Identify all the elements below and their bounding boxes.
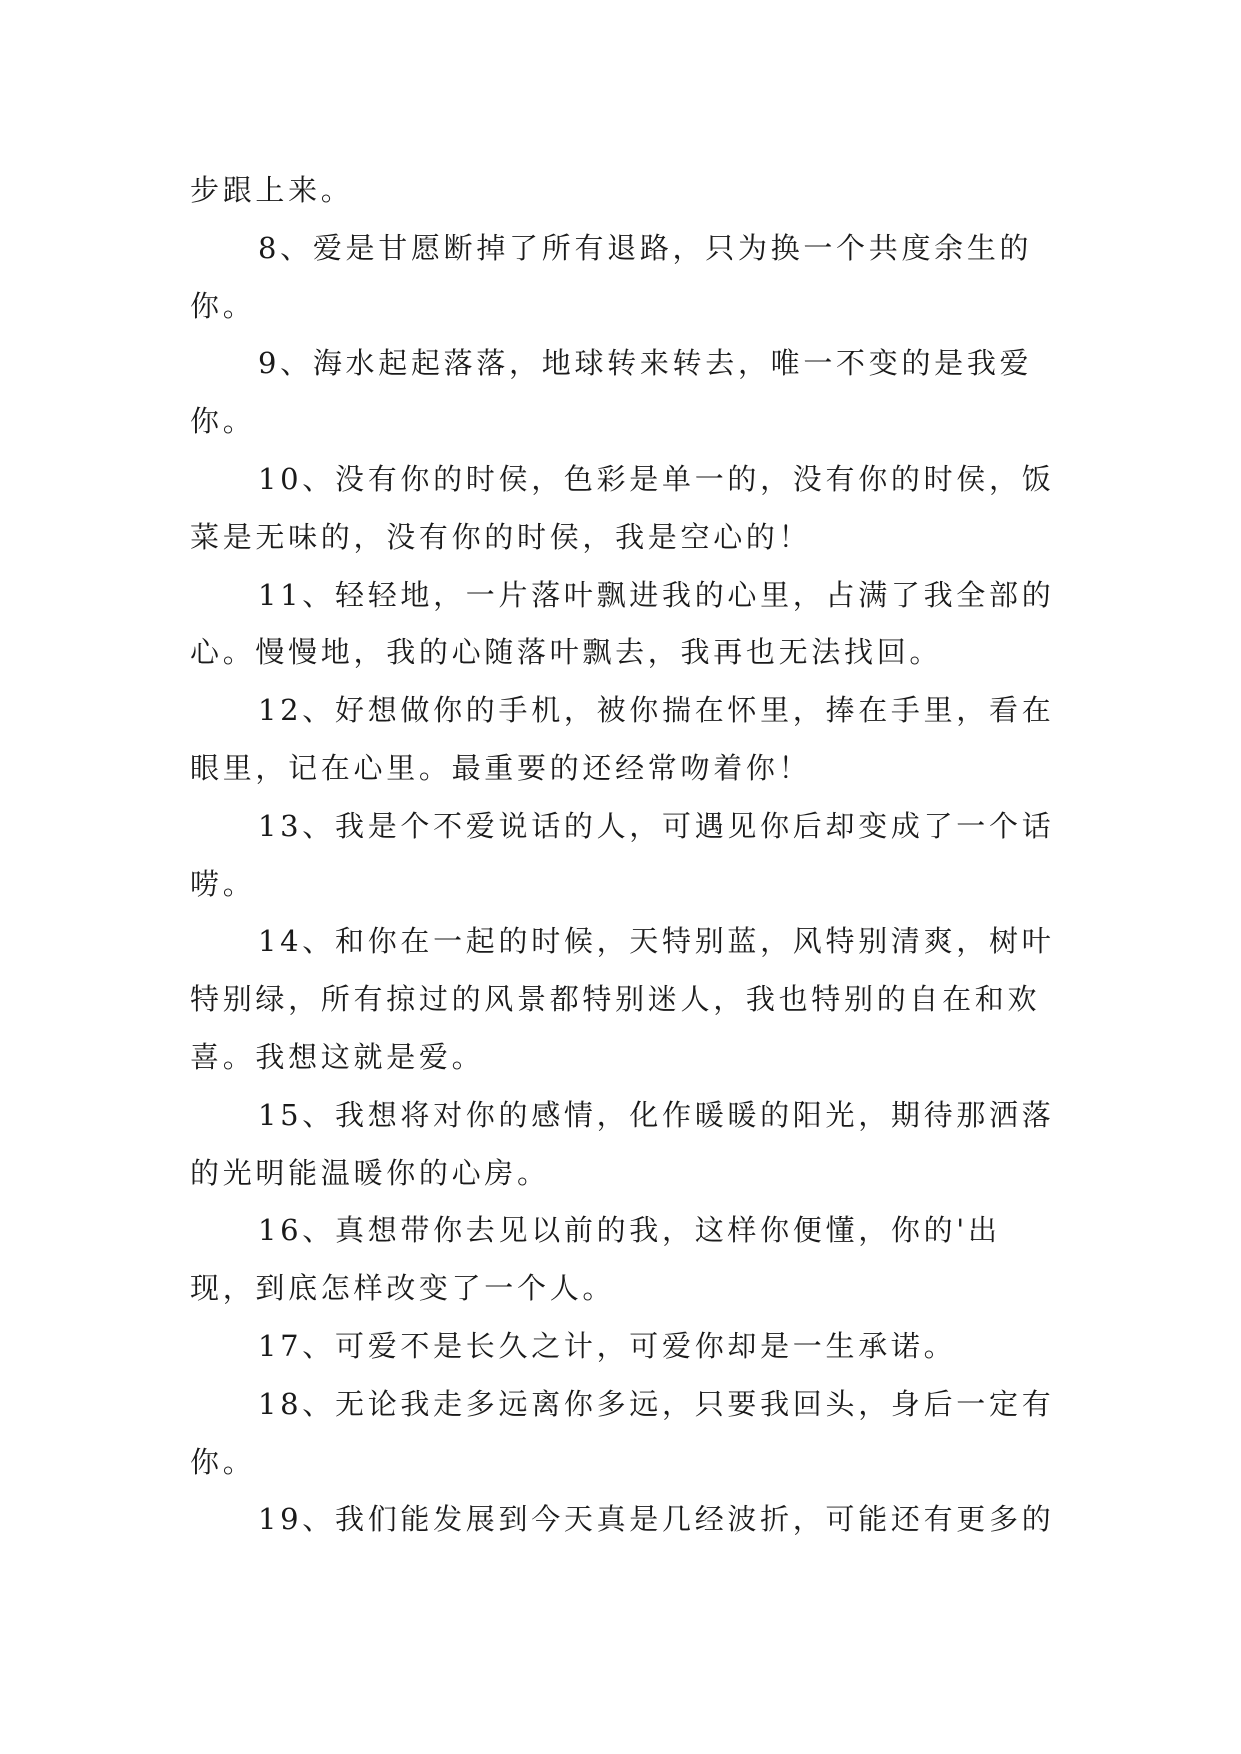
paragraph-continuation: 步跟上来。	[190, 173, 354, 207]
paragraph-item-17: 17、可爱不是长久之计，可爱你却是一生承诺。	[258, 1328, 957, 1363]
paragraph-item-10: 10、没有你的时侯，色彩是单一的，没有你的时侯，饭菜是无味的，没有你的时侯，我是空心的！	[190, 461, 1055, 554]
document-body	[190, 162, 1062, 1549]
paragraph-item-13: 13、我是个不爱说话的人，可遇见你后却变成了一个话唠。	[190, 808, 1055, 901]
paragraph-item-12: 12、好想做你的手机，被你揣在怀里，捧在手里，看在眼里，记在心里。最重要的还经常吻着你！	[190, 693, 1055, 785]
paragraph-item-8: 8、爱是甘愿断掉了所有退路，只为换一个共度余生的你。	[190, 230, 1033, 323]
paragraph-item-16: 16、真想带你去见以前的我，这样你便懂，你的'出现，到底怎样改变了一个人。	[190, 1213, 1001, 1306]
paragraph-item-15: 15、我想将对你的感情，化作暖暖的阳光，期待那洒落的光明能温暖你的心房。	[190, 1097, 1055, 1190]
paragraph-item-9: 9、海水起起落落，地球转来转去，唯一不变的是我爱你。	[190, 346, 1033, 439]
paragraph-item-19: 19、我们能发展到今天真是几经波折，可能还有更多的	[258, 1502, 1055, 1537]
paragraph-item-11: 11、轻轻地，一片落叶飘进我的心里，占满了我全部的心。慢慢地，我的心随落叶飘去，我再也无法找回。	[190, 577, 1055, 670]
paragraph-item-14: 14、和你在一起的时候，天特别蓝，风特别清爽，树叶特别绿，所有掠过的风景都特别迷人，我也特别的自在和欢喜。我想这就是爱。	[190, 924, 1055, 1074]
paragraph-item-18: 18、无论我走多远离你多远，只要我回头，身后一定有你。	[190, 1386, 1055, 1479]
